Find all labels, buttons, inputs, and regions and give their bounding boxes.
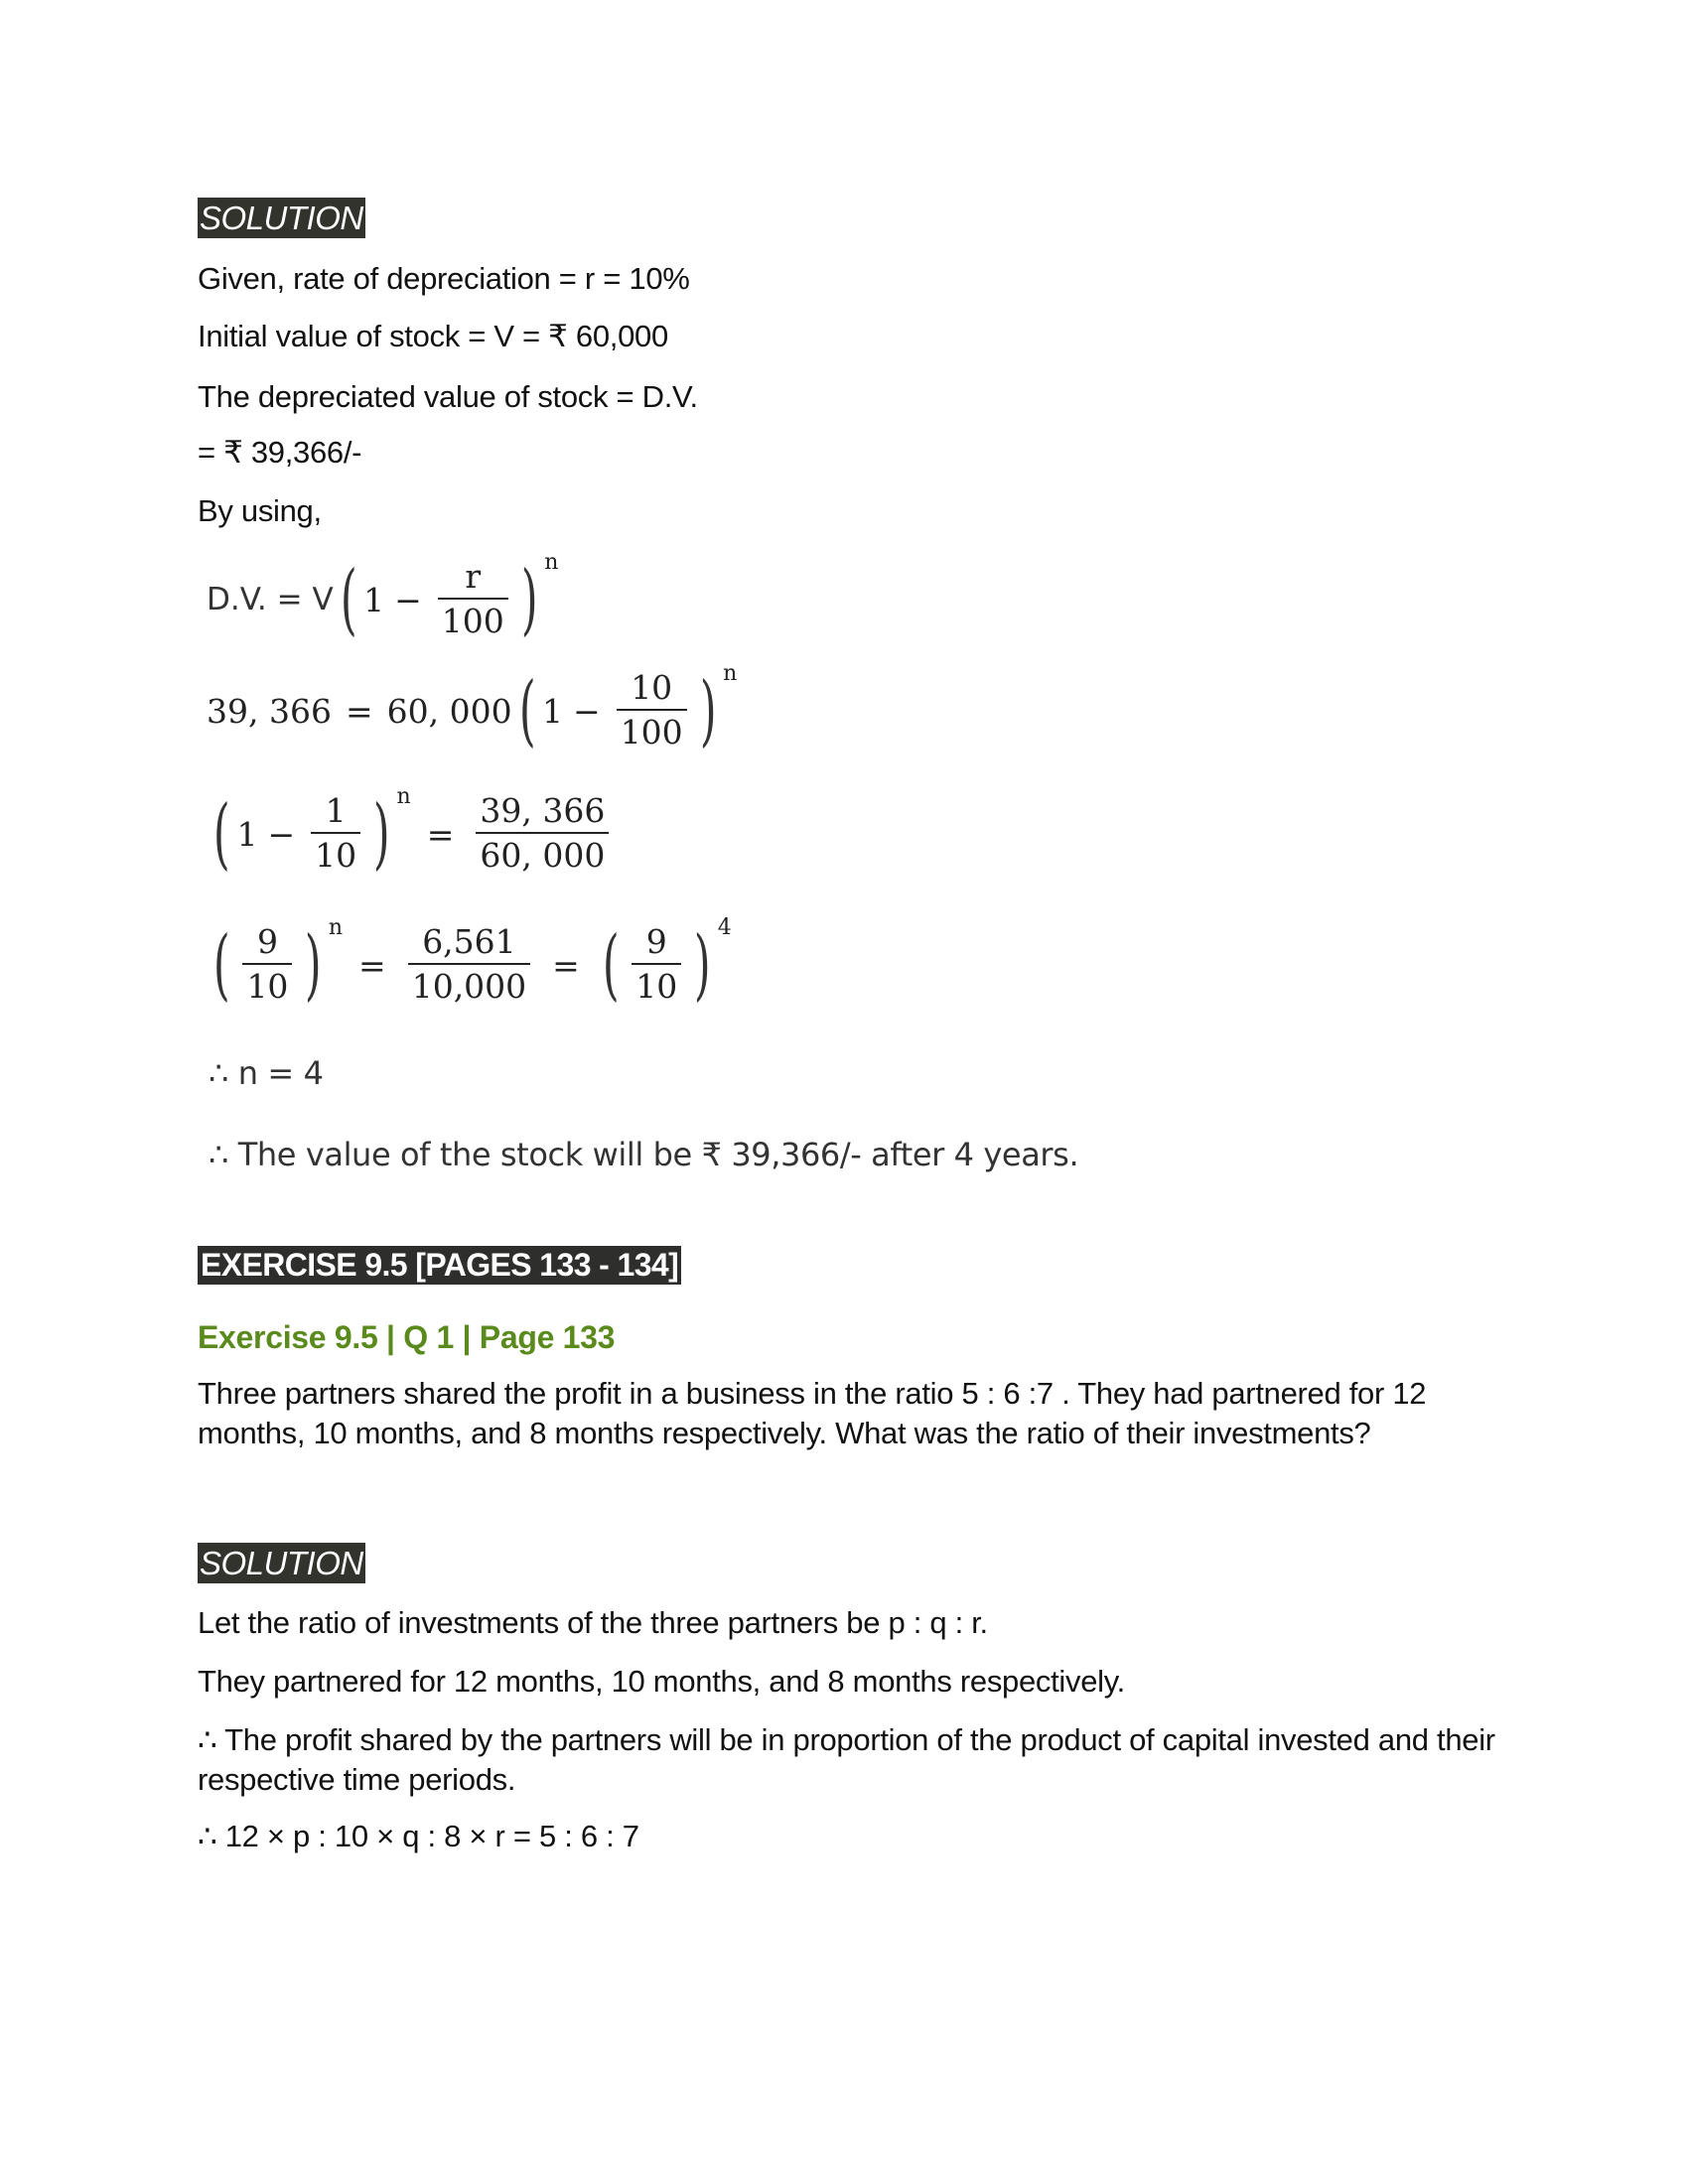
formula-minus: − <box>394 580 422 619</box>
eq1-lhs: 39, 366 <box>207 691 332 731</box>
eq3-middle-fraction <box>408 921 530 1009</box>
formula-one: 1 <box>363 580 385 619</box>
fraction-denominator: 60, 000 <box>476 832 609 878</box>
left-paren: ( <box>518 666 536 755</box>
right-paren: ) <box>372 789 390 879</box>
solution-line: They partnered for 12 months, 10 months, and 8 months respectively. <box>198 1664 1125 1699</box>
eq3-rhs-fraction <box>632 921 681 1009</box>
solution-badge: SOLUTION <box>200 1545 363 1581</box>
question-reference: Exercise 9.5 | Q 1 | Page 133 <box>198 1319 616 1355</box>
solution-line: Let the ratio of investments of the three partners be p : q : r. <box>198 1605 988 1640</box>
fraction-numerator: 6,561 <box>422 922 516 961</box>
fraction-denominator: 100 <box>617 709 687 754</box>
eq2-exponent: n <box>396 784 411 809</box>
depreciated-value-line: The depreciated value of stock = D.V. <box>198 379 698 414</box>
fraction-numerator: 9 <box>645 922 667 961</box>
fraction-numerator: 9 <box>256 922 278 961</box>
fraction-numerator: 10 <box>631 668 673 707</box>
right-paren: ) <box>305 920 323 1010</box>
solution-line: ∴ The profit shared by the partners will be in proportion of the product of capital invested and their respective time periods. <box>198 1722 1495 1797</box>
equation-1 <box>207 661 738 755</box>
eq3-equals: = <box>358 945 386 985</box>
depreciated-amount-line: = ₹ 39,366/- <box>198 435 362 470</box>
eq2-one: 1 <box>236 814 258 854</box>
eq1-coefficient: 60, 000 <box>386 691 512 731</box>
equation-2 <box>207 784 615 879</box>
eq2-rhs-fraction <box>476 790 609 878</box>
fraction-denominator: 10,000 <box>408 963 530 1009</box>
left-paren: ( <box>602 920 620 1010</box>
eq3-fraction <box>242 921 292 1009</box>
eq3-exponent: n <box>328 915 344 940</box>
fraction-numerator: r <box>465 557 482 596</box>
n-result: ∴ n = 4 <box>209 1054 324 1092</box>
formula-exponent: n <box>544 550 559 575</box>
depreciation-formula <box>207 550 559 644</box>
fraction-denominator: 10 <box>311 832 360 878</box>
right-paren: ) <box>699 666 717 755</box>
eq1-minus: − <box>573 691 601 731</box>
left-paren: ( <box>340 555 357 644</box>
fraction-numerator: 1 <box>325 791 347 830</box>
eq2-equals: = <box>426 814 455 854</box>
exercise-header: EXERCISE 9.5 [PAGES 133 - 134] <box>198 1246 681 1285</box>
right-paren: ) <box>694 920 711 1010</box>
fraction-denominator: 100 <box>438 598 508 643</box>
eq3-rhs-exponent: 4 <box>717 915 732 940</box>
right-paren: ) <box>520 555 538 644</box>
eq2-minus: − <box>267 814 296 854</box>
eq1-one: 1 <box>542 691 564 731</box>
fraction-numerator: 39, 366 <box>480 791 606 830</box>
left-paren: ( <box>212 920 230 1010</box>
fraction-denominator: 10 <box>242 963 292 1009</box>
initial-value-line: Initial value of stock = V = ₹ 60,000 <box>198 319 668 353</box>
eq3-equals-2: = <box>552 945 580 985</box>
question-text: Three partners shared the profit in a business in the ratio 5 : 6 :7 . They had partnered for 12 months, 10 months, and 8 months respectively. What was the ratio of their investments? <box>198 1376 1427 1450</box>
eq1-exponent: n <box>723 661 738 686</box>
fraction-denominator: 10 <box>632 963 681 1009</box>
given-rate-line: Given, rate of depreciation = r = 10% <box>198 261 690 296</box>
solution-line: ∴ 12 × p : 10 × q : 8 × r = 5 : 6 : 7 <box>198 1819 639 1853</box>
formula-lhs: D.V. = V <box>207 582 334 617</box>
by-using-line: By using, <box>198 493 322 528</box>
left-paren: ( <box>212 789 230 879</box>
eq1-equals: = <box>345 691 373 731</box>
formula-fraction <box>438 556 508 643</box>
eq1-fraction <box>617 667 687 754</box>
eq2-fraction <box>311 790 360 878</box>
equation-3 <box>207 915 732 1010</box>
conclusion: ∴ The value of the stock will be ₹ 39,366/- after 4 years. <box>209 1136 1079 1173</box>
solution-badge: SOLUTION <box>200 200 363 236</box>
